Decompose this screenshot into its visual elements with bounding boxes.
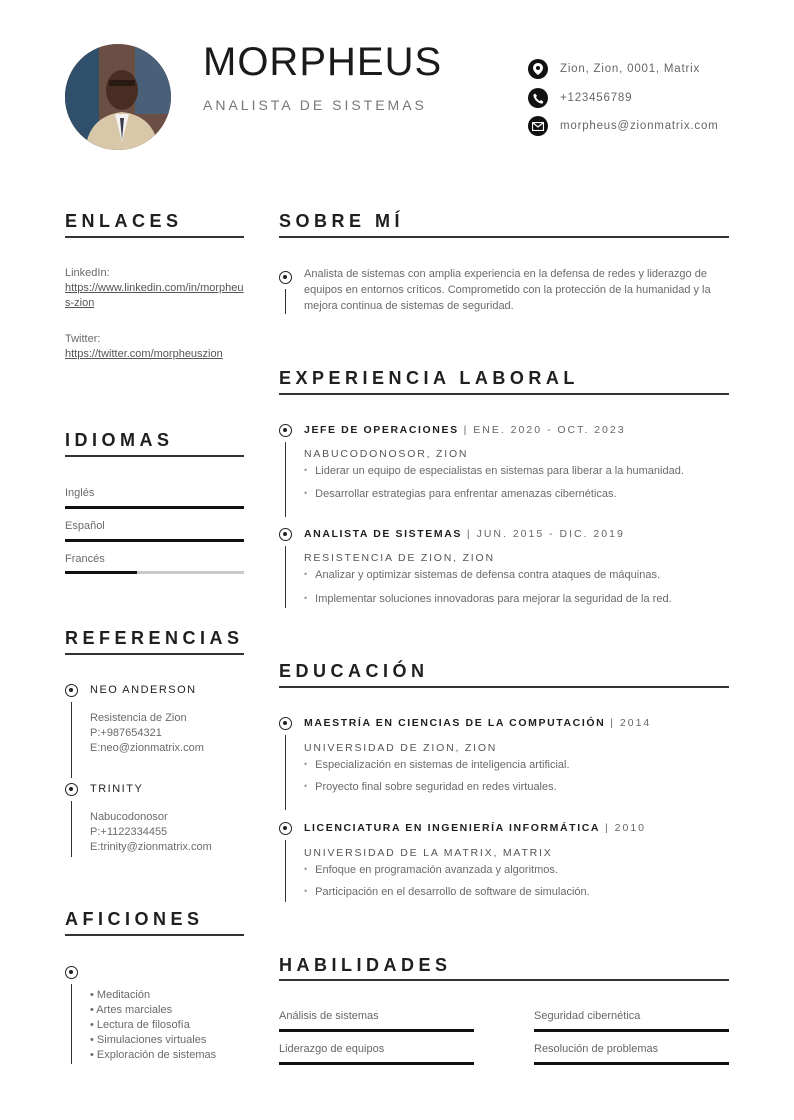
linkedin-label: LinkedIn:: [65, 267, 110, 279]
about-heading: SOBRE MÍ: [279, 211, 405, 231]
twitter-entry: [65, 332, 245, 362]
timeline-line: [71, 801, 72, 857]
timeline-dot: [279, 822, 292, 835]
timeline-line: [71, 984, 72, 1064]
contact-location-text: Zion, Zion, 0001, Matrix: [560, 63, 701, 75]
degree-bullet: • Participación en el desarrollo de software de simulación.: [304, 886, 590, 898]
job-date: | ENE. 2020 - OCT. 2023: [458, 424, 626, 436]
about-text: Analista de sistemas con amplia experiencia en la defensa de redes y liderazgo de equipos en entornos críticos. Comprometido con la protección de la humanidad y la mejora continua de sistemas de seguridad.: [304, 268, 711, 312]
contact-email: [528, 116, 719, 136]
contact-email-text: morpheus@zionmatrix.com: [560, 120, 719, 132]
education-heading: EDUCACIÓN: [279, 661, 429, 681]
skill-level-bar: [534, 1062, 729, 1065]
profile-photo: [65, 44, 171, 150]
reference-org: Resistencia de Zion: [90, 712, 187, 724]
language-level-bar: [65, 539, 244, 542]
hobbies-heading: AFICIONES: [65, 909, 204, 929]
candidate-name: MORPHEUS: [203, 40, 443, 84]
reference-details: [90, 711, 204, 756]
skill-level-bar: [534, 1029, 729, 1032]
hobby-item: • Exploración de sistemas: [90, 1049, 217, 1061]
timeline-dot: [279, 424, 292, 437]
languages-divider: [65, 455, 244, 457]
job-org: RESISTENCIA DE ZION, ZION: [304, 552, 495, 564]
degree-org: UNIVERSIDAD DE ZION, ZION: [304, 742, 498, 754]
job-date: | JUN. 2015 - DIC. 2019: [462, 528, 625, 540]
job-bullet: • Liderar un equipo de especialistas en sistemas para liberar a la humanidad.: [304, 465, 684, 477]
skill-level-bar: [279, 1029, 474, 1032]
language-level-fill: [65, 539, 244, 542]
timeline-dot: [65, 966, 78, 979]
contact-phone-text: +123456789: [560, 92, 633, 104]
degree-title: [304, 822, 646, 834]
timeline-dot: [279, 528, 292, 541]
experience-divider: [279, 393, 729, 395]
twitter-label: Twitter:: [65, 333, 101, 345]
education-divider: [279, 686, 729, 688]
contact-location: [528, 59, 700, 79]
job-title-text: JEFE DE OPERACIONES: [304, 424, 459, 436]
job-title-text: ANALISTA DE SISTEMAS: [304, 528, 463, 540]
timeline-line: [285, 546, 286, 608]
language-level-fill: [65, 506, 244, 509]
skill-name: Liderazgo de equipos: [279, 1043, 385, 1055]
about-divider: [279, 236, 729, 238]
job-org: NABUCODONOSOR, ZION: [304, 448, 469, 460]
skill-name: Resolución de problemas: [534, 1043, 659, 1055]
degree-org: UNIVERSIDAD DE LA MATRIX, MATRIX: [304, 847, 553, 859]
timeline-line: [285, 840, 286, 902]
references-divider: [65, 653, 244, 655]
timeline-dot: [279, 271, 292, 284]
language-level-bar: [65, 571, 244, 574]
reference-name: NEO ANDERSON: [90, 684, 197, 696]
hobby-item: • Meditación: [90, 989, 151, 1001]
degree-date: | 2014: [605, 717, 652, 729]
hobby-item: • Simulaciones virtuales: [90, 1034, 207, 1046]
timeline-dot: [65, 783, 78, 796]
timeline-dot: [279, 717, 292, 730]
skill-level-bar: [279, 1062, 474, 1065]
reference-email: E:trinity@zionmatrix.com: [90, 841, 212, 853]
hobby-item: • Artes marciales: [90, 1004, 173, 1016]
degree-date: | 2010: [600, 822, 646, 834]
twitter-link[interactable]: https://twitter.com/morpheuszion: [65, 348, 223, 360]
timeline-dot: [65, 684, 78, 697]
links-divider: [65, 236, 244, 238]
degree-bullet: • Enfoque en programación avanzada y algoritmos.: [304, 864, 558, 876]
skills-divider: [279, 979, 729, 981]
job-bullet: • Analizar y optimizar sistemas de defensa contra ataques de máquinas.: [304, 569, 660, 581]
contact-phone: [528, 88, 632, 108]
language-name: Inglés: [65, 487, 95, 499]
phone-icon: [528, 88, 548, 108]
job-title: [304, 528, 625, 540]
hobby-item: • Lectura de filosofía: [90, 1019, 190, 1031]
degree-bullet: • Especialización en sistemas de inteligencia artificial.: [304, 759, 570, 771]
candidate-role: ANALISTA DE SISTEMAS: [203, 97, 427, 113]
experience-heading: EXPERIENCIA LABORAL: [279, 368, 579, 388]
reference-phone: P:+987654321: [90, 727, 162, 739]
links-heading: ENLACES: [65, 211, 183, 231]
degree-bullet: • Proyecto final sobre seguridad en redes virtuales.: [304, 781, 557, 793]
timeline-line: [285, 289, 286, 314]
reference-name: TRINITY: [90, 783, 144, 795]
degree-title: [304, 717, 651, 729]
timeline-line: [285, 442, 286, 517]
skill-name: Análisis de sistemas: [279, 1010, 379, 1022]
reference-phone: P:+1122334455: [90, 826, 168, 838]
language-level-bar: [65, 506, 244, 509]
location-pin-icon: [528, 59, 548, 79]
timeline-line: [71, 702, 72, 778]
timeline-line: [285, 735, 286, 810]
references-heading: REFERENCIAS: [65, 628, 244, 648]
languages-heading: IDIOMAS: [65, 430, 174, 450]
job-title: [304, 424, 626, 436]
job-bullet: • Desarrollar estrategias para enfrentar amenazas cibernéticas.: [304, 488, 617, 500]
job-bullet: • Implementar soluciones innovadoras para mejorar la seguridad de la red.: [304, 593, 672, 605]
email-icon: [528, 116, 548, 136]
linkedin-entry: [65, 266, 245, 311]
hobbies-list: [90, 988, 216, 1063]
language-name: Francés: [65, 553, 105, 565]
language-name: Español: [65, 520, 105, 532]
degree-title-text: MAESTRÍA EN CIENCIAS DE LA COMPUTACIÓN: [304, 717, 606, 729]
linkedin-link[interactable]: https://www.linkedin.com/in/morpheus-zion: [65, 282, 244, 309]
degree-title-text: LICENCIATURA EN INGENIERÍA INFORMÁTICA: [304, 822, 601, 834]
reference-email: E:neo@zionmatrix.com: [90, 742, 204, 754]
skills-heading: HABILIDADES: [279, 955, 452, 975]
reference-details: [90, 810, 212, 855]
skill-name: Seguridad cibernética: [534, 1010, 641, 1022]
hobbies-divider: [65, 934, 244, 936]
language-level-fill: [65, 571, 137, 574]
reference-org: Nabucodonosor: [90, 811, 168, 823]
